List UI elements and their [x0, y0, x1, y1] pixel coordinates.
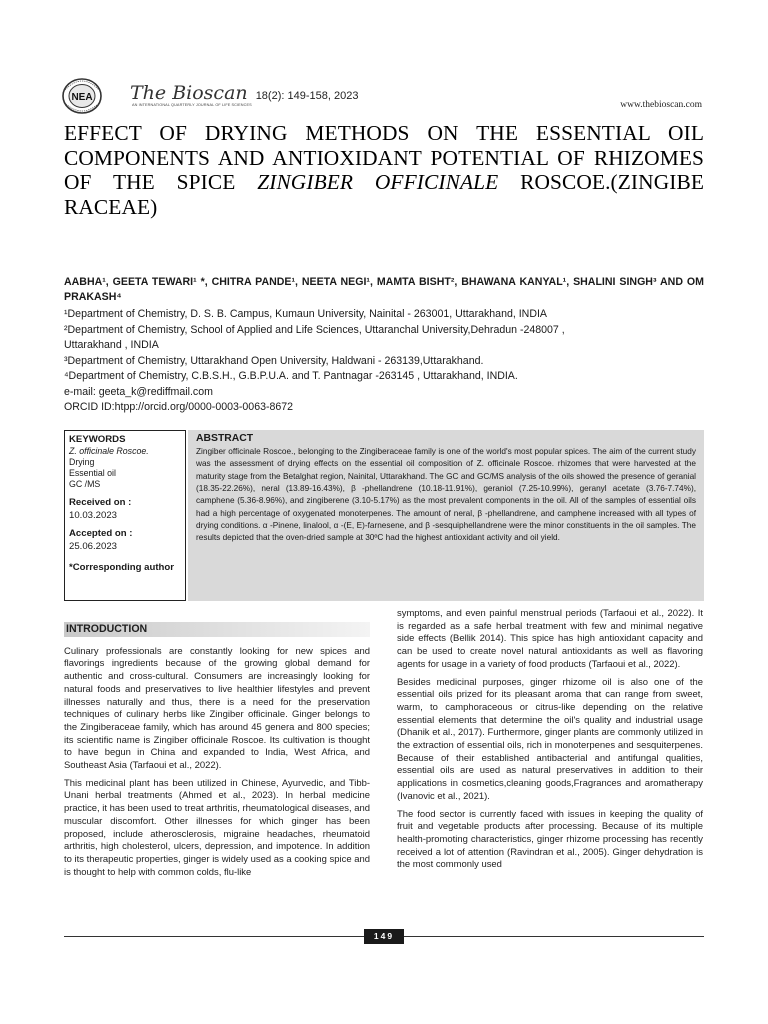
introduction-heading: INTRODUCTION	[64, 622, 370, 637]
journal-logo-icon	[62, 78, 126, 114]
body-paragraph: Besides medicinal purposes, ginger rhizome oil is also one of the essential oils prized for its pleasant aroma that can range from sweet, warm, to camphoraceous or citrus-like depending on the relative essential elements that determine the oil's quality and industrial usage (Dhanik et al., 2017). Furthermore, ginger plants are commonly utilized in the extraction of essential oils, rich in monoterpenes and sesquiterpenes. Because of their established antibacterial and antifungal qualities, essential oils are used as natural preservatives in addition to their applications in cosmetics,cleaning goods,Fragrances and aromatherapy (Ivanovic et al., 2021).	[397, 676, 703, 802]
article-title: EFFECT OF DRYING METHODS ON THE ESSENTIAL OIL COMPONENTS AND ANTIOXIDANT POTENTIAL OF RHIZOMES OF THE SPICE ZINGIBER OFFICINALE ROSCOE.(ZINGIBE RACEAE)	[64, 121, 704, 219]
species-name: ZINGIBER OFFICINALE	[257, 170, 499, 194]
abstract-text: Zingiber officinale Roscoe., belonging to the Zingiberaceae family is one of the world's most popular spices. The aim of the current study was the assessment of drying effects on the essential oil composition of Z. officinale Roscoe. rhizomes that were harvested at the maturity stage from the Betalghat region, Nainital, Uttarakhand. The GC and GC/MS analysis of the oils showed the presence of geranial (18.35-22.26%), neral (13.89-16.43%), β -phellandrene (10.18-11.91%), geraniol (7.25-10.99%), geranyl acetate (3.76-7.74%), camphene (5.36-8.96%), and zingiberene (3.10-5.17%) as the most prevalent components in the oil. All of the samples of essential oils had a high percentage of oxygenated monoterpenes. The amount of neral, β -phellandrene, and camphene increased with all types of drying conditions. α -Pinene, linalool, α -(E, E)-farnesene, and β -sesquiphellandrene were the minor constituents in the oil samples. The results depicted that the oven-dried sample at 30ºC had the highest antioxidant activity and oil yield.	[196, 447, 696, 543]
keyword-item: Essential oil	[69, 468, 116, 478]
orcid-link[interactable]: ORCID ID:htpp://orcid.org/0000-0003-0063-8672	[64, 401, 294, 413]
affiliation-1: ¹Department of Chemistry, D. S. B. Campus, Kumaun University, Nainital - 263001, Uttarakhand, INDIA	[64, 308, 547, 320]
corresponding-author-note: *Corresponding author	[69, 562, 174, 573]
accepted-label: Accepted on :	[69, 528, 133, 539]
svg-text:NEA: NEA	[71, 92, 93, 103]
journal-website[interactable]: www.thebioscan.com	[620, 100, 702, 110]
body-paragraph: The food sector is currently faced with issues in keeping the quality of fruit and vegetable products after processing. Because of its multiple health-promoting characteristics, ginger rhizome processing has recently received a lot of attention (Ravindran et al., 2005). Ginger dehydration is the most commonly used	[397, 808, 703, 871]
keyword-item: Drying	[69, 457, 95, 467]
journal-issue: 18(2): 149-158, 2023	[255, 90, 359, 102]
accepted-date: 25.06.2023	[69, 541, 118, 552]
keywords-box	[64, 430, 186, 601]
body-right-column	[397, 608, 703, 877]
page-number: 149	[364, 929, 404, 944]
abstract-box	[188, 430, 704, 601]
affiliation-4: ⁴Department of Chemistry, C.B.S.H., G.B.P.U.A. and T. Pantnagar -263145 , Uttarakhand, INDIA.	[64, 370, 518, 382]
journal-name: The Bioscan 18(2): 149-158, 2023	[130, 82, 359, 104]
body-left-column	[64, 622, 370, 884]
affiliation-3: ³Department of Chemistry, Uttarakhand Open University, Haldwani - 263139,Uttarakhand.	[64, 354, 484, 367]
received-label: Received on :	[69, 497, 132, 508]
body-paragraph: This medicinal plant has been utilized in Chinese, Ayurvedic, and Tibb-Unani herbal treatments (Ahmed et al., 2023). In herbal medicine practice, it has been used to treat arthritis, rheumatological diseases, and muscular discomfort. Other illnesses for which ginger has been proposed, include atherosclerosis, migraine headaches, rheumatoid arthritis, high cholesterol, ulcers, depression, and impotence. In addition to its therapeutic properties, ginger is widely used as a cooking spice and is thought to help with common colds, flu-like	[64, 777, 370, 878]
affiliation-2: ²Department of Chemistry, School of Applied and Life Sciences, Uttaranchal University,Dehradun -248007 ,	[64, 323, 565, 336]
author-list: AABHA¹, GEETA TEWARI¹ *, CHITRA PANDE¹, NEETA NEGI¹, MAMTA BISHT², BHAWANA KANYAL¹, SHALINI SINGH³ AND OM PRAKASH⁴	[64, 276, 704, 303]
body-paragraph: Culinary professionals are constantly looking for new spices and flavorings ingredients because of the growing global demand for authentic and cross-cultural. Consumers are increasingly looking for natural foods and preservatives to live healthier lifestyles and prevent illnesses naturally and thus, there is a need for the preservation techniques of culinary herbs like Zingiber officinale. Ginger belongs to the Zingiberaceae family, which has around 45 genera and 800 species; its scientific name is Zingiber officinale Roscoe. Its cultivation is thought to have begun in China and expanded to India, West Africa, and Southeast Asia (Tarfaoui et al., 2022).	[64, 645, 370, 772]
affiliation-2-cont: Uttarakhand , INDIA	[64, 339, 159, 351]
keywords-heading: KEYWORDS	[69, 434, 126, 445]
keyword-item: GC /MS	[69, 479, 101, 489]
body-paragraph: symptoms, and even painful menstrual periods (Tarfaoui et al., 2022). It is regarded as a safe herbal treatment with few and minimal negative side effects (Bellik 2014). This spice has high antioxidant capacity and can be used to create novel natural antioxidants as well as flavoring agents for usage in a variety of food products (Tarfaoui et al., 2022).	[397, 608, 703, 670]
received-date: 10.03.2023	[69, 510, 118, 521]
keyword-item: Z. officinale Roscoe.	[69, 446, 149, 456]
contact-email[interactable]: e-mail: geeta_k@rediffmail.com	[64, 385, 213, 398]
abstract-heading: ABSTRACT	[196, 433, 254, 444]
affiliations	[64, 307, 704, 416]
journal-header	[62, 72, 702, 118]
journal-subtitle: AN INTERNATIONAL QUARTERLY JOURNAL OF LIFE SCIENCES	[132, 103, 252, 107]
